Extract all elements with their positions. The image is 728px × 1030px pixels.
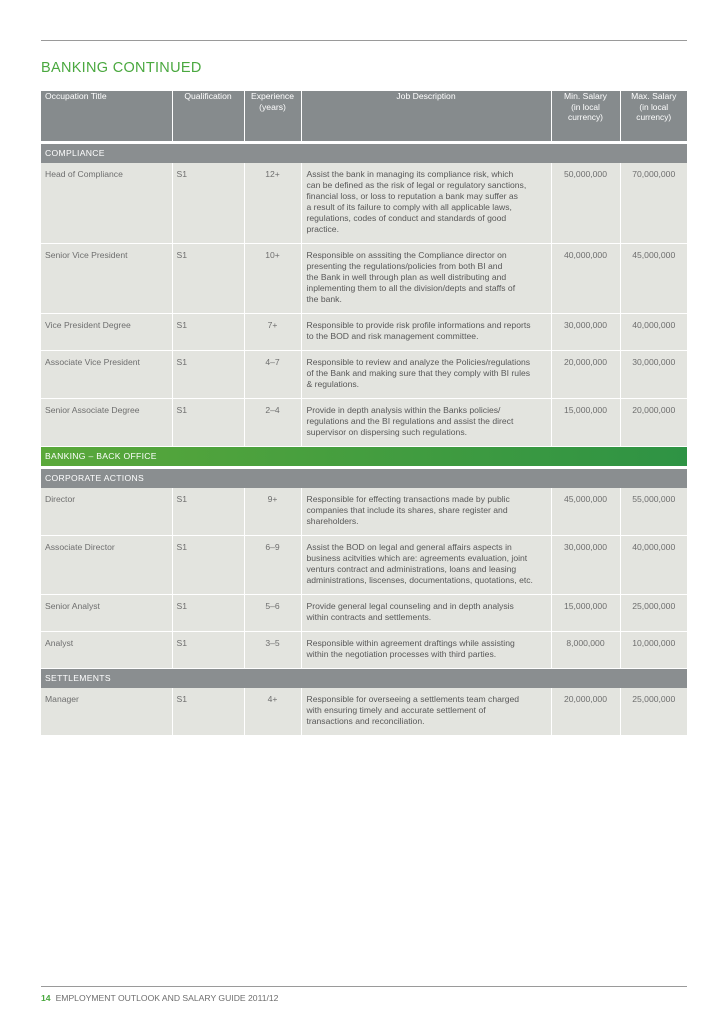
min-salary: 30,000,000 [551,314,620,351]
occupation-title: Associate Vice President [41,351,172,399]
col-max-line3: currency) [636,112,672,122]
occupation-title: Senior Vice President [41,244,172,314]
max-salary: 40,000,000 [620,536,687,595]
section-label: SETTLEMENTS [41,669,687,689]
job-description [301,314,551,351]
occupation-title: Director [41,488,172,536]
qualification: S1 [172,399,244,447]
max-salary: 40,000,000 [620,314,687,351]
max-salary: 45,000,000 [620,244,687,314]
max-salary: 70,000,000 [620,163,687,244]
max-salary: 10,000,000 [620,632,687,669]
table-row [41,314,687,351]
qualification: S1 [172,244,244,314]
max-salary: 25,000,000 [620,688,687,736]
page-number: 14 [41,993,51,1003]
description-line: shareholders. [306,516,359,526]
top-rule [41,40,687,41]
section-label: COMPLIANCE [41,144,687,163]
col-max-line1: Max. Salary [631,91,677,101]
qualification: S1 [172,163,244,244]
section-settlements [41,669,687,689]
experience: 12+ [244,163,301,244]
col-min-line1: Min. Salary [564,91,607,101]
job-description [301,595,551,632]
min-salary: 15,000,000 [551,399,620,447]
description-line: financial loss, or loss to reputation a bank may suffer as [306,191,518,201]
job-description [301,632,551,669]
job-description [301,399,551,447]
section-label: CORPORATE ACTIONS [41,469,687,488]
description-line: transactions and reconciliation. [306,716,425,726]
min-salary: 50,000,000 [551,163,620,244]
qualification: S1 [172,688,244,736]
occupation-title: Analyst [41,632,172,669]
description-line: can be defined as the risk of legal or regulatory sanctions, [306,180,527,190]
col-experience-line2: (years) [259,102,286,112]
table-row [41,632,687,669]
job-description [301,536,551,595]
qualification: S1 [172,595,244,632]
description-line: administrations, liscenses, documentations, quotations, etc. [306,575,533,585]
col-min-salary [551,91,620,141]
description-line: Responsible for effecting transactions made by public [306,494,510,504]
description-line: Assist the bank in managing its compliance risk, which [306,169,514,179]
description-line: practice. [306,224,339,234]
description-line: Responsible within agreement draftings while assisting [306,638,515,648]
qualification: S1 [172,536,244,595]
table-row [41,163,687,244]
description-line: the bank. [306,294,342,304]
min-salary: 15,000,000 [551,595,620,632]
description-line: regulations and the BI regulations and assist the direct [306,416,514,426]
description-line: regulations, codes of conduct and standards of good [306,213,507,223]
col-min-line2: (in local [571,101,600,112]
occupation-title: Senior Associate Degree [41,399,172,447]
min-salary: 40,000,000 [551,244,620,314]
occupation-title: Vice President Degree [41,314,172,351]
description-line: within contracts and settlements. [306,612,432,622]
col-max-salary [620,91,687,141]
table-row [41,595,687,632]
experience: 7+ [244,314,301,351]
page-title: BANKING CONTINUED [41,60,202,76]
qualification: S1 [172,351,244,399]
section-back-office [41,447,687,467]
min-salary: 30,000,000 [551,536,620,595]
job-description [301,244,551,314]
col-min-line3: currency) [568,112,603,122]
experience: 3–5 [244,632,301,669]
salary-table [41,91,687,736]
bottom-rule [41,986,687,987]
table-row [41,488,687,536]
description-line: inplementing them to all the division/depts and staffs of [306,283,516,293]
experience: 6–9 [244,536,301,595]
description-line: venturs contract and administrations, loans and leasing [306,564,517,574]
description-line: with ensuring timely and accurate settlement of [306,705,486,715]
table-row [41,536,687,595]
job-description [301,688,551,736]
qualification: S1 [172,488,244,536]
footer-text: EMPLOYMENT OUTLOOK AND SALARY GUIDE 2011/12 [55,993,279,1003]
description-line: companies that include its shares, share register and [306,505,508,515]
description-line: business acitvities which are: agreements evaluation, joint [306,553,528,563]
description-line: Responsible to review and analyze the Policies/regulations [306,357,531,367]
qualification: S1 [172,632,244,669]
experience: 2–4 [244,399,301,447]
max-salary: 25,000,000 [620,595,687,632]
description-line: a result of its failure to comply with all applicable laws, [306,202,512,212]
experience: 10+ [244,244,301,314]
min-salary: 20,000,000 [551,688,620,736]
max-salary: 20,000,000 [620,399,687,447]
description-line: & regulations. [306,379,360,389]
col-occupation-title: Occupation Title [41,91,172,141]
description-line: to the BOD and risk management committee. [306,331,479,341]
table-row [41,399,687,447]
description-line: presenting the regulations/policies from both BI and [306,261,503,271]
table-row [41,688,687,736]
max-salary: 30,000,000 [620,351,687,399]
experience: 9+ [244,488,301,536]
col-qualification: Qualification [172,91,244,141]
section-corporate-actions [41,469,687,488]
experience: 5–6 [244,595,301,632]
occupation-title: Senior Analyst [41,595,172,632]
description-line: the Bank in well through plan as well distributing and [306,272,507,282]
description-line: Responsible for overseeing a settlements team charged [306,694,520,704]
experience: 4–7 [244,351,301,399]
col-job-description: Job Description [301,91,551,141]
col-experience [244,91,301,141]
job-description [301,163,551,244]
job-description [301,351,551,399]
description-line: Responsible on asssiting the Compliance director on [306,250,507,260]
table-header [41,91,687,141]
col-max-line2: (in local [639,101,669,112]
description-line: Assist the BOD on legal and general affairs aspects in [306,542,512,552]
section-compliance [41,144,687,163]
occupation-title: Manager [41,688,172,736]
job-description [301,488,551,536]
description-line: of the Bank and making sure that they comply with BI rules [306,368,531,378]
max-salary: 55,000,000 [620,488,687,536]
qualification: S1 [172,314,244,351]
col-experience-line1: Experience [251,91,294,101]
description-line: supervisor on dispersing such regulations. [306,427,468,437]
min-salary: 8,000,000 [551,632,620,669]
table-row [41,244,687,314]
description-line: Provide in depth analysis within the Banks policies/ [306,405,501,415]
description-line: within the negotiation processes with third parties. [306,649,497,659]
min-salary: 45,000,000 [551,488,620,536]
occupation-title: Associate Director [41,536,172,595]
min-salary: 20,000,000 [551,351,620,399]
table-row [41,351,687,399]
footer [41,993,278,1003]
section-label: BANKING – BACK OFFICE [41,447,687,467]
experience: 4+ [244,688,301,736]
occupation-title: Head of Compliance [41,163,172,244]
description-line: Provide general legal counseling and in depth analysis [306,601,514,611]
description-line: Responsible to provide risk profile informations and reports [306,320,531,330]
